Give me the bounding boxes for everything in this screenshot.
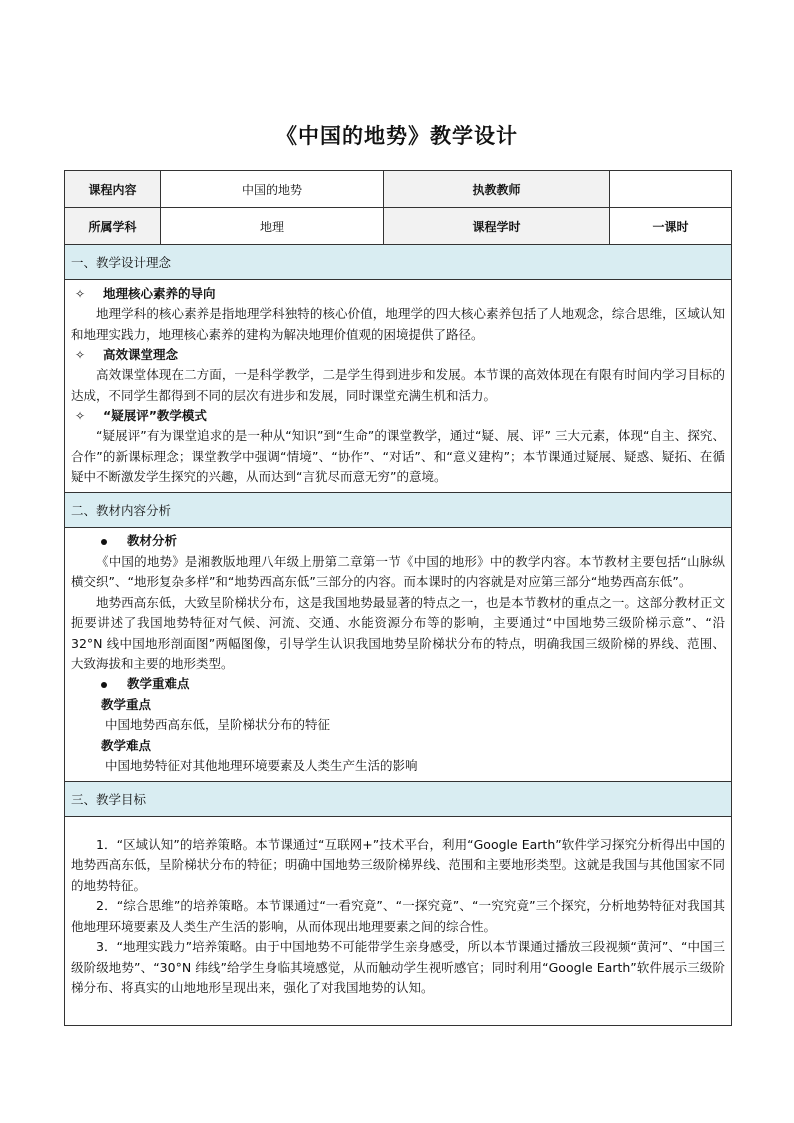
- objective-3: 3．“地理实践力”培养策略。由于中国地势不可能带学生亲身感受，所以本节课通过播放三段视频“黄河”、“中国三级阶级地势”、“30°N 纬线”给学生身临其境感觉，从而触动学生视听感官；同时利用“Google Earth”软件展示三级阶梯分布、将真实的山地地形呈现出来，强化了对我国地势的认知。: [71, 939, 725, 995]
- hours-value: 一课时: [610, 208, 732, 245]
- analysis-title: 教材分析: [71, 532, 725, 552]
- objective-2: 2．“综合思维”的培养策略。本节课通过“一看究竟”、“一探究竟”、“一究究竟”三个探究，分析地势特征对我国其他地理环境要素及人类生产生活的影响，从而体现出地理要素之间的综合性。: [71, 898, 725, 934]
- info-row-2: [65, 208, 732, 245]
- section1-content: [65, 280, 732, 493]
- section2-content-row: [65, 527, 732, 781]
- lesson-plan-table: [64, 170, 732, 1026]
- diamond-icon: ✧: [75, 408, 86, 423]
- bullet-icon: [101, 539, 107, 545]
- analysis-paragraph-2: 地势西高东低，大致呈阶梯状分布，这是我国地势最显著的特点之一，也是本节教材的重点之一。这部分教材正文扼要讲述了我国地势特征对气候、河流、交通、水能资源分布等的影响，主要通过“中国地势三级阶梯示意”、“沿 32°N 线中国地形剖面图”两幅图像，引导学生认识我国地势呈阶梯状分布的特点，明确我国三级阶梯的界线、范围、大致海拔和主要的地形类型。: [71, 594, 725, 671]
- section1-heading-row: [65, 245, 732, 280]
- difficult-point-label: 教学难点: [101, 737, 152, 753]
- section1-item-2-title: ✧ 高效课堂理念: [71, 345, 725, 365]
- hours-label: 课程学时: [384, 208, 610, 245]
- course-value: 中国的地势: [161, 171, 384, 208]
- page-title: 《中国的地势》教学设计: [276, 124, 518, 148]
- spacer: [71, 821, 725, 835]
- objective-1: 1．“区域认知”的培养策略。本节课通过“互联网+”技术平台，利用“Google Earth”软件学习探究分析得出中国的地势西高东低，呈阶梯状分布的特征；明确中国地势三级阶梯界线、范围和主要地形类型。这就是我国与其他国家不同的地势特征。: [71, 836, 725, 893]
- section1-content-row: [65, 280, 732, 493]
- difficult-point-text: 中国地势特征对其他地理环境要素及人类生产生活的影响: [105, 758, 418, 773]
- diamond-icon: ✧: [75, 347, 86, 362]
- key-difficult-title: 教学重难点: [71, 675, 725, 695]
- course-label: 课程内容: [65, 171, 161, 208]
- section2-content: [65, 527, 732, 781]
- subject-label: 所属学科: [65, 208, 161, 245]
- teacher-value: [610, 171, 732, 208]
- section3-heading: 三、教学目标: [65, 781, 732, 816]
- section1-item-1-text: 地理学科的核心素养是指地理学科独特的核心价值，地理学的四大核心素养包括了人地观念，综合思维，区域认知和地理实践力，地理核心素养的建构为解决地理价值观的困境提供了路径。: [71, 306, 725, 342]
- bullet-icon: [101, 682, 107, 688]
- analysis-paragraph-1: 《中国的地势》是湘教版地理八年级上册第二章第一节《中国的地形》中的教学内容。本节教材主要包括“山脉纵横交织”、“地形复杂多样”和“地势西高东低”三部分的内容。而本课时的内容就是对应第三部分“地势西高东低”。: [71, 553, 725, 589]
- section3-heading-row: [65, 781, 732, 816]
- section3-content-row: [65, 816, 732, 1025]
- section1-heading: 一、教学设计理念: [65, 245, 732, 280]
- info-row-1: [65, 171, 732, 208]
- key-point-text: 中国地势西高东低，呈阶梯状分布的特征: [105, 717, 331, 732]
- section1-item-1-title: ✧ 地理核心素养的导向: [71, 284, 725, 304]
- section2-heading: 二、教材内容分析: [65, 492, 732, 527]
- subject-value: 地理: [161, 208, 384, 245]
- teacher-label: 执教教师: [384, 171, 610, 208]
- diamond-icon: ✧: [75, 286, 86, 301]
- section1-item-3-text: “疑展评”有为课堂追求的是一种从“知识”到“生命”的课堂教学，通过“疑、展、评” 三大元素，体现“自主、探究、合作”的新课标理念；课堂教学中强调“情境”、“协作”、“对话”、和“意义建构”；本节课通过疑展、疑惑、疑拓、在循疑中不断激发学生探究的兴趣，从而达到“言犹尽而意无穷”的意境。: [71, 428, 725, 484]
- key-point-label: 教学重点: [101, 696, 152, 712]
- section1-item-2-text: 高效课堂体现在二方面，一是科学教学，二是学生得到进步和发展。本节课的高效体现在有限有时间内学习目标的达成，不同学生都得到不同的层次有进步和发展，同时课堂充满生机和活力。: [71, 367, 725, 403]
- section3-content: [65, 816, 732, 1025]
- section2-heading-row: [65, 492, 732, 527]
- section1-item-3-title: ✧ “疑展评”教学模式: [71, 406, 725, 426]
